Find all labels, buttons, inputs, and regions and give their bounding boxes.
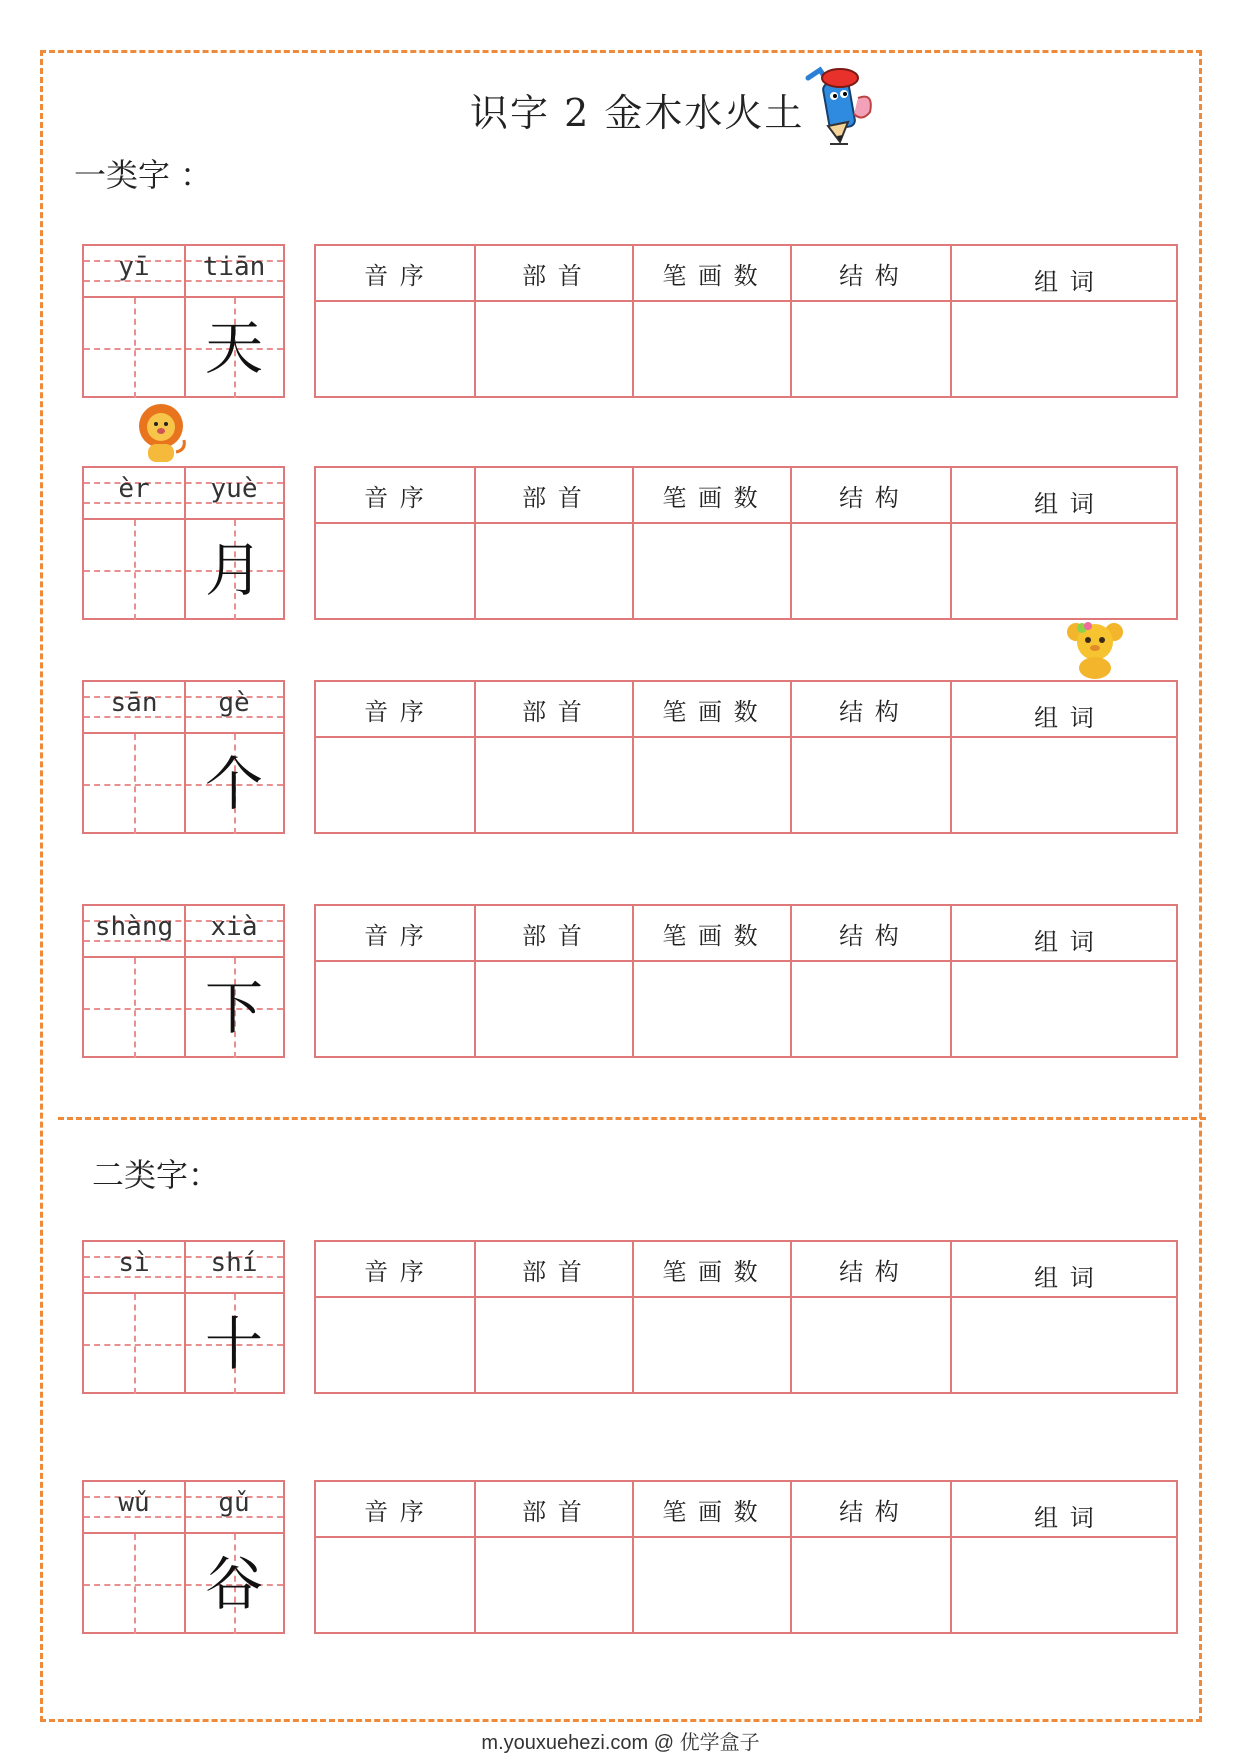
info-table [314,680,1178,834]
character: 谷 [204,1550,263,1618]
header-structure: 结 构 [839,922,901,950]
header-structure: 结 构 [839,1258,901,1286]
header-sound-order: 音 序 [364,922,426,950]
header-strokes: 笔 画 数 [662,1258,760,1286]
header-strokes: 笔 画 数 [662,698,760,726]
lion-icon [134,402,188,464]
bear-icon [1064,618,1126,680]
header-strokes: 笔 画 数 [662,484,760,512]
char-row-1 [82,244,1178,398]
pinyin-left: shàng [94,912,174,942]
header-sound-order: 音 序 [364,1258,426,1286]
tianzige-grid [82,1240,285,1394]
pinyin-right: gǔ [218,1488,250,1518]
header-radical: 部 首 [522,1258,584,1286]
pinyin-right: shí [210,1248,258,1278]
character: 月 [204,536,263,604]
header-strokes: 笔 画 数 [662,262,760,290]
info-table [314,904,1178,1058]
header-structure: 结 构 [839,484,901,512]
character: 天 [204,314,263,382]
header-radical: 部 首 [522,698,584,726]
header-structure: 结 构 [839,262,901,290]
header-structure: 结 构 [839,1498,901,1526]
pinyin-left: yī [118,252,150,282]
header-sound-order: 音 序 [364,1498,426,1526]
header-radical: 部 首 [522,262,584,290]
char-row-4 [82,904,1178,1058]
pinyin-left: wǔ [118,1488,150,1518]
char-row-5 [82,1240,1178,1394]
pinyin-right: tiān [202,252,266,282]
tianzige-grid [82,466,285,620]
char-row-3 [82,680,1178,834]
tianzige-grid [82,1480,285,1634]
character: 十 [204,1310,263,1378]
header-words: 组 词 [1034,268,1096,296]
info-table [314,1480,1178,1634]
info-table [314,1240,1178,1394]
pinyin-left: èr [118,474,150,504]
char-row-2 [82,466,1178,620]
header-words: 组 词 [1034,1504,1096,1532]
footer-watermark: m.youxuehezi.com @ 优学盒子 [481,1732,760,1754]
tianzige-grid [82,904,285,1058]
pencil-mascot-icon [800,62,880,152]
header-words: 组 词 [1034,928,1096,956]
header-radical: 部 首 [522,1498,584,1526]
header-words: 组 词 [1034,704,1096,732]
pinyin-left: sì [118,1248,150,1278]
header-radical: 部 首 [522,922,584,950]
tianzige-grid [82,680,285,834]
char-row-6 [82,1480,1178,1634]
section1-label: 一类字 ： [74,156,213,194]
section-divider [58,1117,1206,1120]
info-table [314,244,1178,398]
header-words: 组 词 [1034,1264,1096,1292]
pinyin-right: gè [218,688,250,718]
info-table [314,466,1178,620]
pinyin-right: xià [210,912,258,942]
tianzige-grid [82,244,285,398]
header-words: 组 词 [1034,490,1096,518]
header-strokes: 笔 画 数 [662,1498,760,1526]
header-strokes: 笔 画 数 [662,922,760,950]
page-title: 识字 2 金木水火土 [470,91,805,135]
pinyin-right: yuè [210,474,258,504]
section2-label: 二类字： [92,1156,221,1194]
header-sound-order: 音 序 [364,262,426,290]
character: 下 [204,974,263,1042]
header-sound-order: 音 序 [364,698,426,726]
header-sound-order: 音 序 [364,484,426,512]
character: 个 [204,750,263,818]
header-radical: 部 首 [522,484,584,512]
header-structure: 结 构 [839,698,901,726]
pinyin-left: sān [110,688,158,718]
